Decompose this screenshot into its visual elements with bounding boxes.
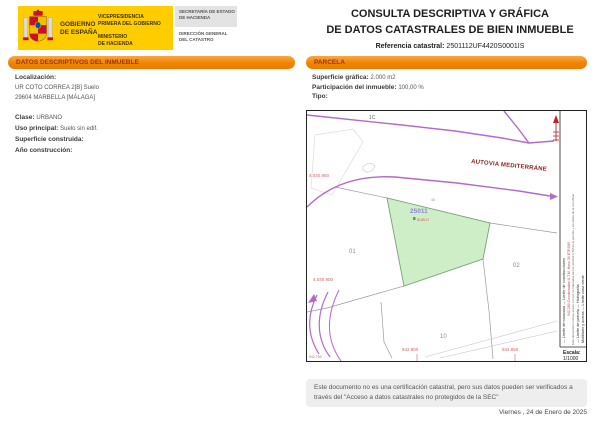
subject-parcel-polygon bbox=[387, 198, 490, 286]
cadastral-reference-value: 2501112UF4420S0001IS bbox=[446, 42, 525, 50]
map-label-46: 46 bbox=[431, 198, 435, 202]
document-title bbox=[308, 7, 592, 50]
road-arc-3 bbox=[329, 290, 341, 361]
secretaria-estado-label: SECRETARÍA DE ESTADO DE HACIENDA bbox=[175, 6, 237, 27]
cadastral-map bbox=[306, 110, 587, 362]
spain-coat-of-arms-icon bbox=[22, 9, 54, 47]
clase-label: Clase: bbox=[15, 113, 35, 121]
vicepresidencia-label: VICEPRESIDENCIA PRIMERA DEL GOBIERNO bbox=[98, 14, 161, 27]
north-arrow-icon bbox=[553, 115, 559, 141]
coord-left-bottom: 4.040.900 bbox=[313, 277, 334, 282]
title-line-2: DE DATOS CATASTRALES DE BIEN INMUEBLE bbox=[326, 23, 574, 36]
tipo-label: Tipo: bbox=[312, 93, 328, 101]
legend-line-mobiliario-zonaverde: Mobiliario y aceras — Límite zona verde bbox=[581, 275, 585, 343]
section-header-parcela: PARCELA bbox=[306, 56, 587, 69]
scale-value: 1/1000 bbox=[563, 356, 579, 361]
cadastral-map-drawing bbox=[307, 111, 586, 361]
superficie-grafica-value: 2.000 m2 bbox=[370, 75, 396, 81]
subject-parcel-use: SUELO bbox=[417, 218, 429, 222]
cadastral-reference-label: Referencia catastral: bbox=[375, 42, 445, 50]
coord-left-top: 4.040.950 bbox=[309, 173, 330, 178]
localizacion-label: Localización: bbox=[15, 74, 57, 81]
localizacion-line1: UR COTO CORREA 2[B] Suelo bbox=[15, 84, 99, 91]
anio-construccion-label: Año construcción: bbox=[15, 146, 73, 154]
superficie-construida-label: Superficie construida: bbox=[15, 135, 84, 143]
road-arrowhead-left-icon bbox=[308, 294, 317, 303]
direccion-general-catastro-label: DIRECCIÓN GENERAL DEL CATASTRO bbox=[179, 31, 228, 43]
legend-line-manzana-construcciones: — Límite de manzana — Límite de construcciones bbox=[562, 257, 566, 343]
legend-line-parcela-hidrografia: — Límite de parcela — Hidrografía bbox=[576, 284, 580, 343]
parcel-label-01: 01 bbox=[349, 249, 356, 255]
localizacion-line2: 29604 MARBELLA [MÁLAGA] bbox=[15, 94, 96, 101]
road-line-curve bbox=[307, 177, 550, 207]
ministerio-hacienda-label: MINISTERIO DE HACIENDA bbox=[98, 34, 133, 47]
title-line-1: CONSULTA DESCRIPTIVA Y GRÁFICA bbox=[350, 8, 549, 20]
faint-parcel-outline bbox=[311, 129, 363, 195]
legend-coordinates-note: 942.280 Coordenadas U.T.M. Huso 30 ETRS89 bbox=[567, 242, 571, 316]
road-edge-line-2 bbox=[440, 331, 557, 358]
uso-row bbox=[15, 124, 99, 134]
superficie-construida-row bbox=[15, 135, 99, 145]
parcel-data bbox=[312, 73, 424, 102]
map-road-name: AUTOVIA MEDITERRÁNE bbox=[470, 159, 548, 173]
road-arc-1 bbox=[310, 295, 319, 354]
faint-loop-outline bbox=[363, 163, 375, 172]
participacion-value: 100,00 % bbox=[398, 84, 424, 91]
tipo-row bbox=[312, 92, 424, 102]
uso-value: Suelo sin edif. bbox=[60, 125, 98, 132]
disclaimer-box: Este documento no es una certificación catastral, pero sus datos pueden ser verificados a través del "Acceso a datos catastrales no protegidos de la SEC" bbox=[306, 379, 587, 407]
road-line-top bbox=[307, 115, 554, 143]
road-arrowhead-icon bbox=[550, 193, 558, 200]
participacion-row bbox=[312, 83, 424, 93]
parcel-use-mark-icon bbox=[413, 217, 416, 220]
section-header-datos-descriptivos: DATOS DESCRIPTIVOS DEL INMUEBLE bbox=[8, 56, 295, 69]
boundary-line-10-02 bbox=[483, 259, 493, 359]
superficie-grafica-label: Superficie gráfica: bbox=[312, 74, 369, 81]
government-logo bbox=[18, 6, 173, 50]
property-descriptive-data bbox=[15, 73, 99, 157]
parcel-label-02: 02 bbox=[513, 263, 520, 269]
subject-parcel-number: 25011 bbox=[410, 208, 428, 215]
uso-label: Uso principal: bbox=[15, 124, 59, 132]
participacion-label: Participación del inmueble: bbox=[312, 83, 397, 91]
coord-bottom-corner: 942.750 bbox=[309, 355, 322, 359]
clase-row bbox=[15, 113, 99, 123]
coord-bottom-2: 942.850 bbox=[502, 347, 519, 352]
legend-utm-note: Este documento incluye anexo con las coordenadas de los vértices UTM de la parcela y los datos de la red oficial bbox=[571, 194, 575, 345]
gobierno-de-espana-label: GOBIERNO DE ESPAÑA bbox=[60, 21, 98, 37]
superficie-grafica-row bbox=[312, 73, 424, 83]
anio-construccion-row bbox=[15, 146, 99, 156]
document-date: Viernes , 24 de Enero de 2025 bbox=[498, 409, 587, 416]
boundary-line-01-10 bbox=[381, 302, 392, 358]
road-arc-2 bbox=[319, 292, 330, 357]
clase-value: URBANO bbox=[36, 114, 62, 121]
cadastral-reference bbox=[308, 43, 592, 50]
parcel-label-10: 10 bbox=[440, 334, 447, 340]
coord-bottom-1: 942.800 bbox=[402, 347, 419, 352]
scale-label: Escala: bbox=[563, 350, 581, 356]
map-label-1c: 1C bbox=[369, 115, 376, 121]
road-line-branch bbox=[504, 111, 529, 143]
